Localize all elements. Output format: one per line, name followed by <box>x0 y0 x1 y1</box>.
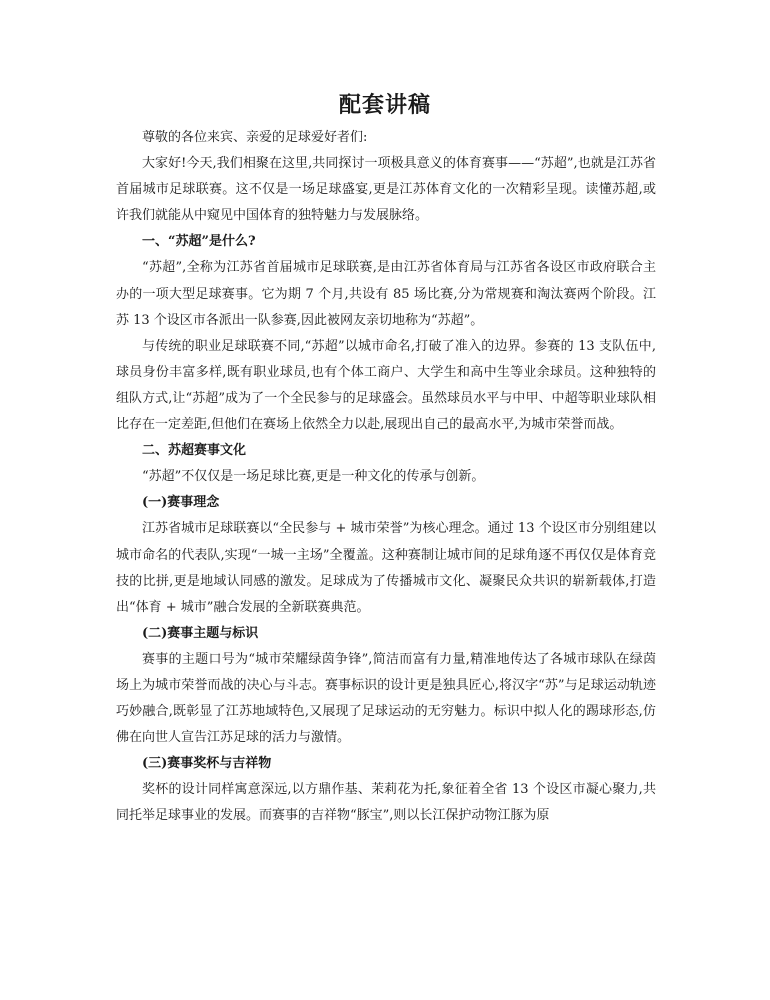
paragraph: 与传统的职业足球联赛不同,“苏超”以城市命名,打破了准入的边界。参赛的 13 支队伍中,球员身份丰富多样,既有职业球员,也有个体工商户、大学生和高中生等业余球员。这种独特的组队方式,让“苏超”成为了一个全民参与的足球盛会。虽然球员水平与中甲、中超等职业球队相比存在一定差距,但他们在赛场上依然全力以赴,展现出自己的最高水平,为城市荣誉而战。 <box>116 338 656 433</box>
document-body <box>116 125 656 830</box>
paragraph: 赛事的主题口号为“城市荣耀绿茵争锋”,简洁而富有力量,精准地传达了各城市球队在绿茵场上为城市荣誉而战的决心与斗志。赛事标识的设计更是独具匠心,将汉字“苏”与足球运动轨迹巧妙融合,既彰显了江苏地域特色,又展现了足球运动的无穷魅力。标识中拟人化的踢球形态,仿佛在向世人宣告江苏足球的活力与激情。 <box>116 651 656 746</box>
subsection-heading-1: (一)赛事理念 <box>142 495 220 511</box>
intro-paragraph: 大家好!今天,我们相聚在这里,共同探讨一项极具意义的体育赛事——“苏超”,也就是江苏省首届城市足球联赛。这不仅是一场足球盛宴,更是江苏体育文化的一次精彩呈现。读懂苏超,或许我们就能从中窥见中国体育的独特魅力与发展脉络。 <box>116 156 656 224</box>
paragraph: 奖杯的设计同样寓意深远,以方鼎作基、茉莉花为托,象征着全省 13 个设区市凝心聚力,共同托举足球事业的发展。而赛事的吉祥物“豚宝”,则以长江保护动物江豚为原 <box>116 782 656 824</box>
subsection-heading-2: (二)赛事主题与标识 <box>142 625 259 641</box>
page-title: 配套讲稿 <box>338 92 431 118</box>
subsection-heading-3: (三)赛事奖杯与吉祥物 <box>142 756 272 772</box>
greeting-paragraph: 尊敬的各位来宾、亲爱的足球爱好者们: <box>142 130 368 145</box>
section-heading-2: 二、苏超赛事文化 <box>142 443 247 459</box>
paragraph: “苏超”,全称为江苏省首届城市足球联赛,是由江苏省体育局与江苏省各设区市政府联合主办的一项大型足球赛事。它为期 7 个月,共设有 85 场比赛,分为常规赛和淘汰赛两个阶段。江苏 13 个设区市各派出一队参赛,因此被网友亲切地称为“苏超”。 <box>116 260 656 328</box>
section-heading-1: 一、“苏超”是什么? <box>142 234 256 250</box>
paragraph: “苏超”不仅仅是一场足球比赛,更是一种文化的传承与创新。 <box>142 469 485 485</box>
paragraph: 江苏省城市足球联赛以“全民参与 + 城市荣誉”为核心理念。通过 13 个设区市分别组建以城市命名的代表队,实现“一城一主场”全覆盖。这种赛制让城市间的足球角逐不再仅仅是体育竞技的比拼,更是地域认同感的激发。足球成为了传播城市文化、凝聚民众共识的崭新载体,打造出“体育 + 城市”融合发展的全新联赛典范。 <box>116 521 656 615</box>
